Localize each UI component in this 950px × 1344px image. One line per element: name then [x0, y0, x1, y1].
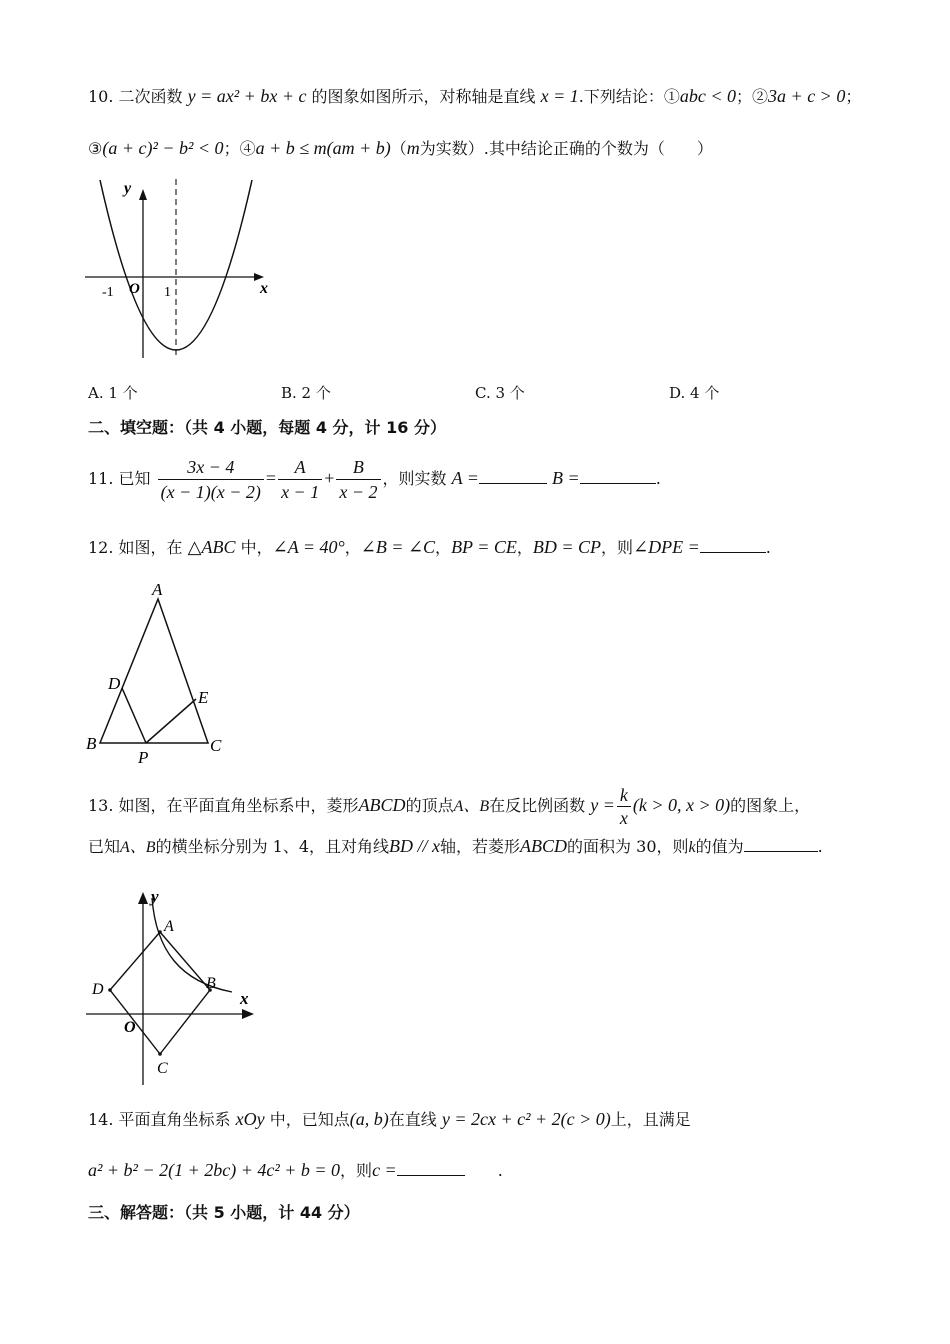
q14-text: 上，且满足	[610, 1110, 691, 1129]
x-label: x	[240, 989, 249, 1008]
tick-1: 1	[164, 285, 171, 300]
q14-text: 平面直角坐标系	[118, 1110, 231, 1129]
q10-text: 为实数）.其中结论正确的个数为（ ）	[419, 139, 713, 158]
q12-number: 12.	[88, 538, 114, 557]
segment-dp	[122, 688, 146, 743]
q10-conclusion-4: a + b ≤ m(am + b)	[255, 138, 391, 158]
denominator: (x − 1)(x − 2)	[160, 482, 261, 502]
period: .	[817, 837, 823, 856]
q14-system: xOy	[235, 1109, 265, 1129]
q13-line2	[88, 836, 823, 858]
q13-function: y =	[590, 795, 615, 815]
period: .	[655, 469, 661, 488]
q10-line1	[88, 86, 861, 107]
section-3-heading: 三、解答题：（共 5 小题，计 44 分）	[88, 1203, 360, 1222]
triangle-figure	[80, 575, 240, 765]
hyperbola-curve	[152, 898, 232, 992]
q13-text: 在反比例函数	[489, 796, 586, 815]
q11-fraction-left	[158, 456, 264, 503]
q11-text: 已知	[118, 469, 151, 488]
tick-neg1: -1	[102, 285, 114, 300]
q10-text: 二次函数	[118, 87, 183, 106]
q10-number: 10.	[88, 87, 114, 106]
label-b: B	[206, 975, 216, 992]
q10-text: （	[390, 139, 407, 158]
numerator: k	[617, 785, 631, 807]
q12-condition: BP = CE	[451, 537, 517, 557]
equals-sign: =	[265, 468, 277, 488]
q14-line-eq: y = 2cx + c² + 2(c > 0)	[441, 1109, 611, 1129]
q10-m-var: m	[406, 138, 420, 158]
y-label: y	[124, 180, 132, 197]
triangle-abc	[100, 599, 208, 743]
denominator: x − 1	[281, 482, 320, 502]
q11-line	[88, 456, 661, 503]
plus-sign: +	[324, 468, 335, 488]
q13-text: 的值为	[695, 837, 744, 856]
q13-text: 的图象上，	[730, 796, 811, 815]
q12-condition: ∠B = ∠C	[360, 537, 436, 557]
q14-line2	[88, 1160, 503, 1181]
q11-fraction-a	[278, 456, 322, 503]
q13-line1	[88, 785, 810, 828]
label-c: C	[157, 1060, 168, 1077]
q13-fraction	[617, 785, 631, 828]
option-b: B. 2 个	[281, 384, 331, 402]
q13-k-var: k	[688, 839, 696, 856]
y-axis-arrow	[139, 189, 147, 200]
option-a: A. 1 个	[88, 384, 138, 402]
numerator: B	[336, 456, 380, 480]
point-c	[158, 1052, 162, 1056]
q14-text: 在直线	[388, 1110, 437, 1129]
q12-text: 如图，在	[118, 538, 183, 557]
q11-text: ，则实数	[382, 469, 447, 488]
q12-line	[88, 537, 771, 558]
q13-vertices: A、B	[453, 798, 490, 815]
q12-text: 中，	[240, 538, 273, 557]
q13-text: 已知	[88, 837, 121, 856]
q10-conclusion-2: 3a + c > 0	[768, 86, 846, 106]
x-axis-arrow	[242, 1009, 254, 1019]
q13-rhombus: ABCD	[358, 795, 406, 815]
numerator: 3x − 4	[158, 456, 264, 480]
q10-text: .下列结论：①	[578, 87, 680, 106]
q14-number: 14.	[88, 1110, 114, 1129]
q14-point: (a, b)	[349, 1109, 389, 1129]
section-2-heading: 二、填空题：（共 4 小题，每题 4 分，计 16 分）	[88, 418, 446, 437]
label-a: A	[152, 580, 163, 599]
q11-fraction-b	[336, 456, 380, 503]
q13-diagonal: BD // x	[389, 836, 441, 856]
separator: ，	[516, 538, 533, 557]
period: .	[765, 538, 771, 557]
q13-text: 的顶点	[405, 796, 454, 815]
origin-label: O	[124, 1019, 136, 1036]
q12-text: ，则	[601, 538, 634, 557]
q12-condition: BD = CP	[532, 537, 602, 557]
period: .	[497, 1161, 503, 1180]
point-a	[158, 930, 162, 934]
rhombus-figure	[80, 880, 280, 1090]
q13-rhombus: ABCD	[520, 836, 568, 856]
q14-equation: a² + b² − 2(1 + 2bc) + 4c² + b = 0	[88, 1160, 341, 1180]
label-c: C	[210, 736, 222, 755]
q12-triangle: △ABC	[187, 537, 236, 557]
origin-label: O	[129, 281, 140, 297]
y-axis-arrow	[138, 892, 148, 904]
q14-answer-blank[interactable]	[397, 1161, 465, 1176]
q10-function: y = ax² + bx + c	[187, 86, 307, 106]
q13-number: 13.	[88, 796, 114, 815]
q14-line1	[88, 1109, 691, 1130]
q11-number: 11.	[88, 469, 114, 488]
y-label: y	[151, 887, 159, 906]
label-d: D	[92, 981, 104, 998]
parabola-figure	[80, 175, 280, 365]
denominator: x	[619, 808, 628, 828]
q11-b-label: B =	[552, 468, 580, 488]
q12-ask: ∠DPE =	[633, 537, 700, 557]
denominator: x − 2	[339, 482, 378, 502]
q10-line2	[88, 138, 713, 159]
q10-text: ③	[88, 139, 103, 158]
option-c: C. 3 个	[475, 384, 525, 402]
q10-text: ；	[845, 87, 862, 106]
label-e: E	[198, 688, 209, 707]
separator: ，	[344, 538, 361, 557]
q13-condition: (k > 0, x > 0)	[632, 795, 731, 815]
q13-text: 轴，若菱形	[440, 837, 521, 856]
label-b: B	[86, 734, 97, 753]
q14-text: 中，已知点	[269, 1110, 350, 1129]
q11-answer-b-blank[interactable]	[580, 469, 656, 484]
segment-pe	[146, 699, 196, 743]
label-d: D	[108, 674, 121, 693]
x-label: x	[260, 280, 268, 297]
label-p: P	[138, 748, 149, 767]
q14-c-label: c =	[372, 1160, 397, 1180]
q10-text: 的图象如图所示，对称轴是直线	[311, 87, 536, 106]
q13-text: 的面积为 30，则	[567, 837, 689, 856]
q13-text: 的横坐标分别为 1、4，且对角线	[155, 837, 390, 856]
q10-conclusion-3: (a + c)² − b² < 0	[102, 138, 224, 158]
q13-text: 如图，在平面直角坐标系中，菱形	[118, 796, 359, 815]
q14-text: ，则	[340, 1161, 373, 1180]
q11-answer-a-blank[interactable]	[479, 469, 547, 484]
q10-text: ；④	[223, 139, 256, 158]
q10-axis: x = 1	[540, 86, 579, 106]
q13-answer-blank[interactable]	[744, 837, 818, 852]
option-d: D. 4 个	[669, 384, 720, 402]
q11-a-label: A =	[451, 468, 479, 488]
q10-conclusion-1: abc < 0	[679, 86, 737, 106]
label-a: A	[164, 918, 174, 935]
separator: ，	[435, 538, 452, 557]
point-d	[108, 988, 112, 992]
q13-vertices: A、B	[120, 839, 156, 856]
q10-text: ；②	[736, 87, 769, 106]
numerator: A	[278, 456, 322, 480]
q12-answer-blank[interactable]	[700, 538, 766, 553]
q12-condition: ∠A = 40°	[272, 537, 345, 557]
